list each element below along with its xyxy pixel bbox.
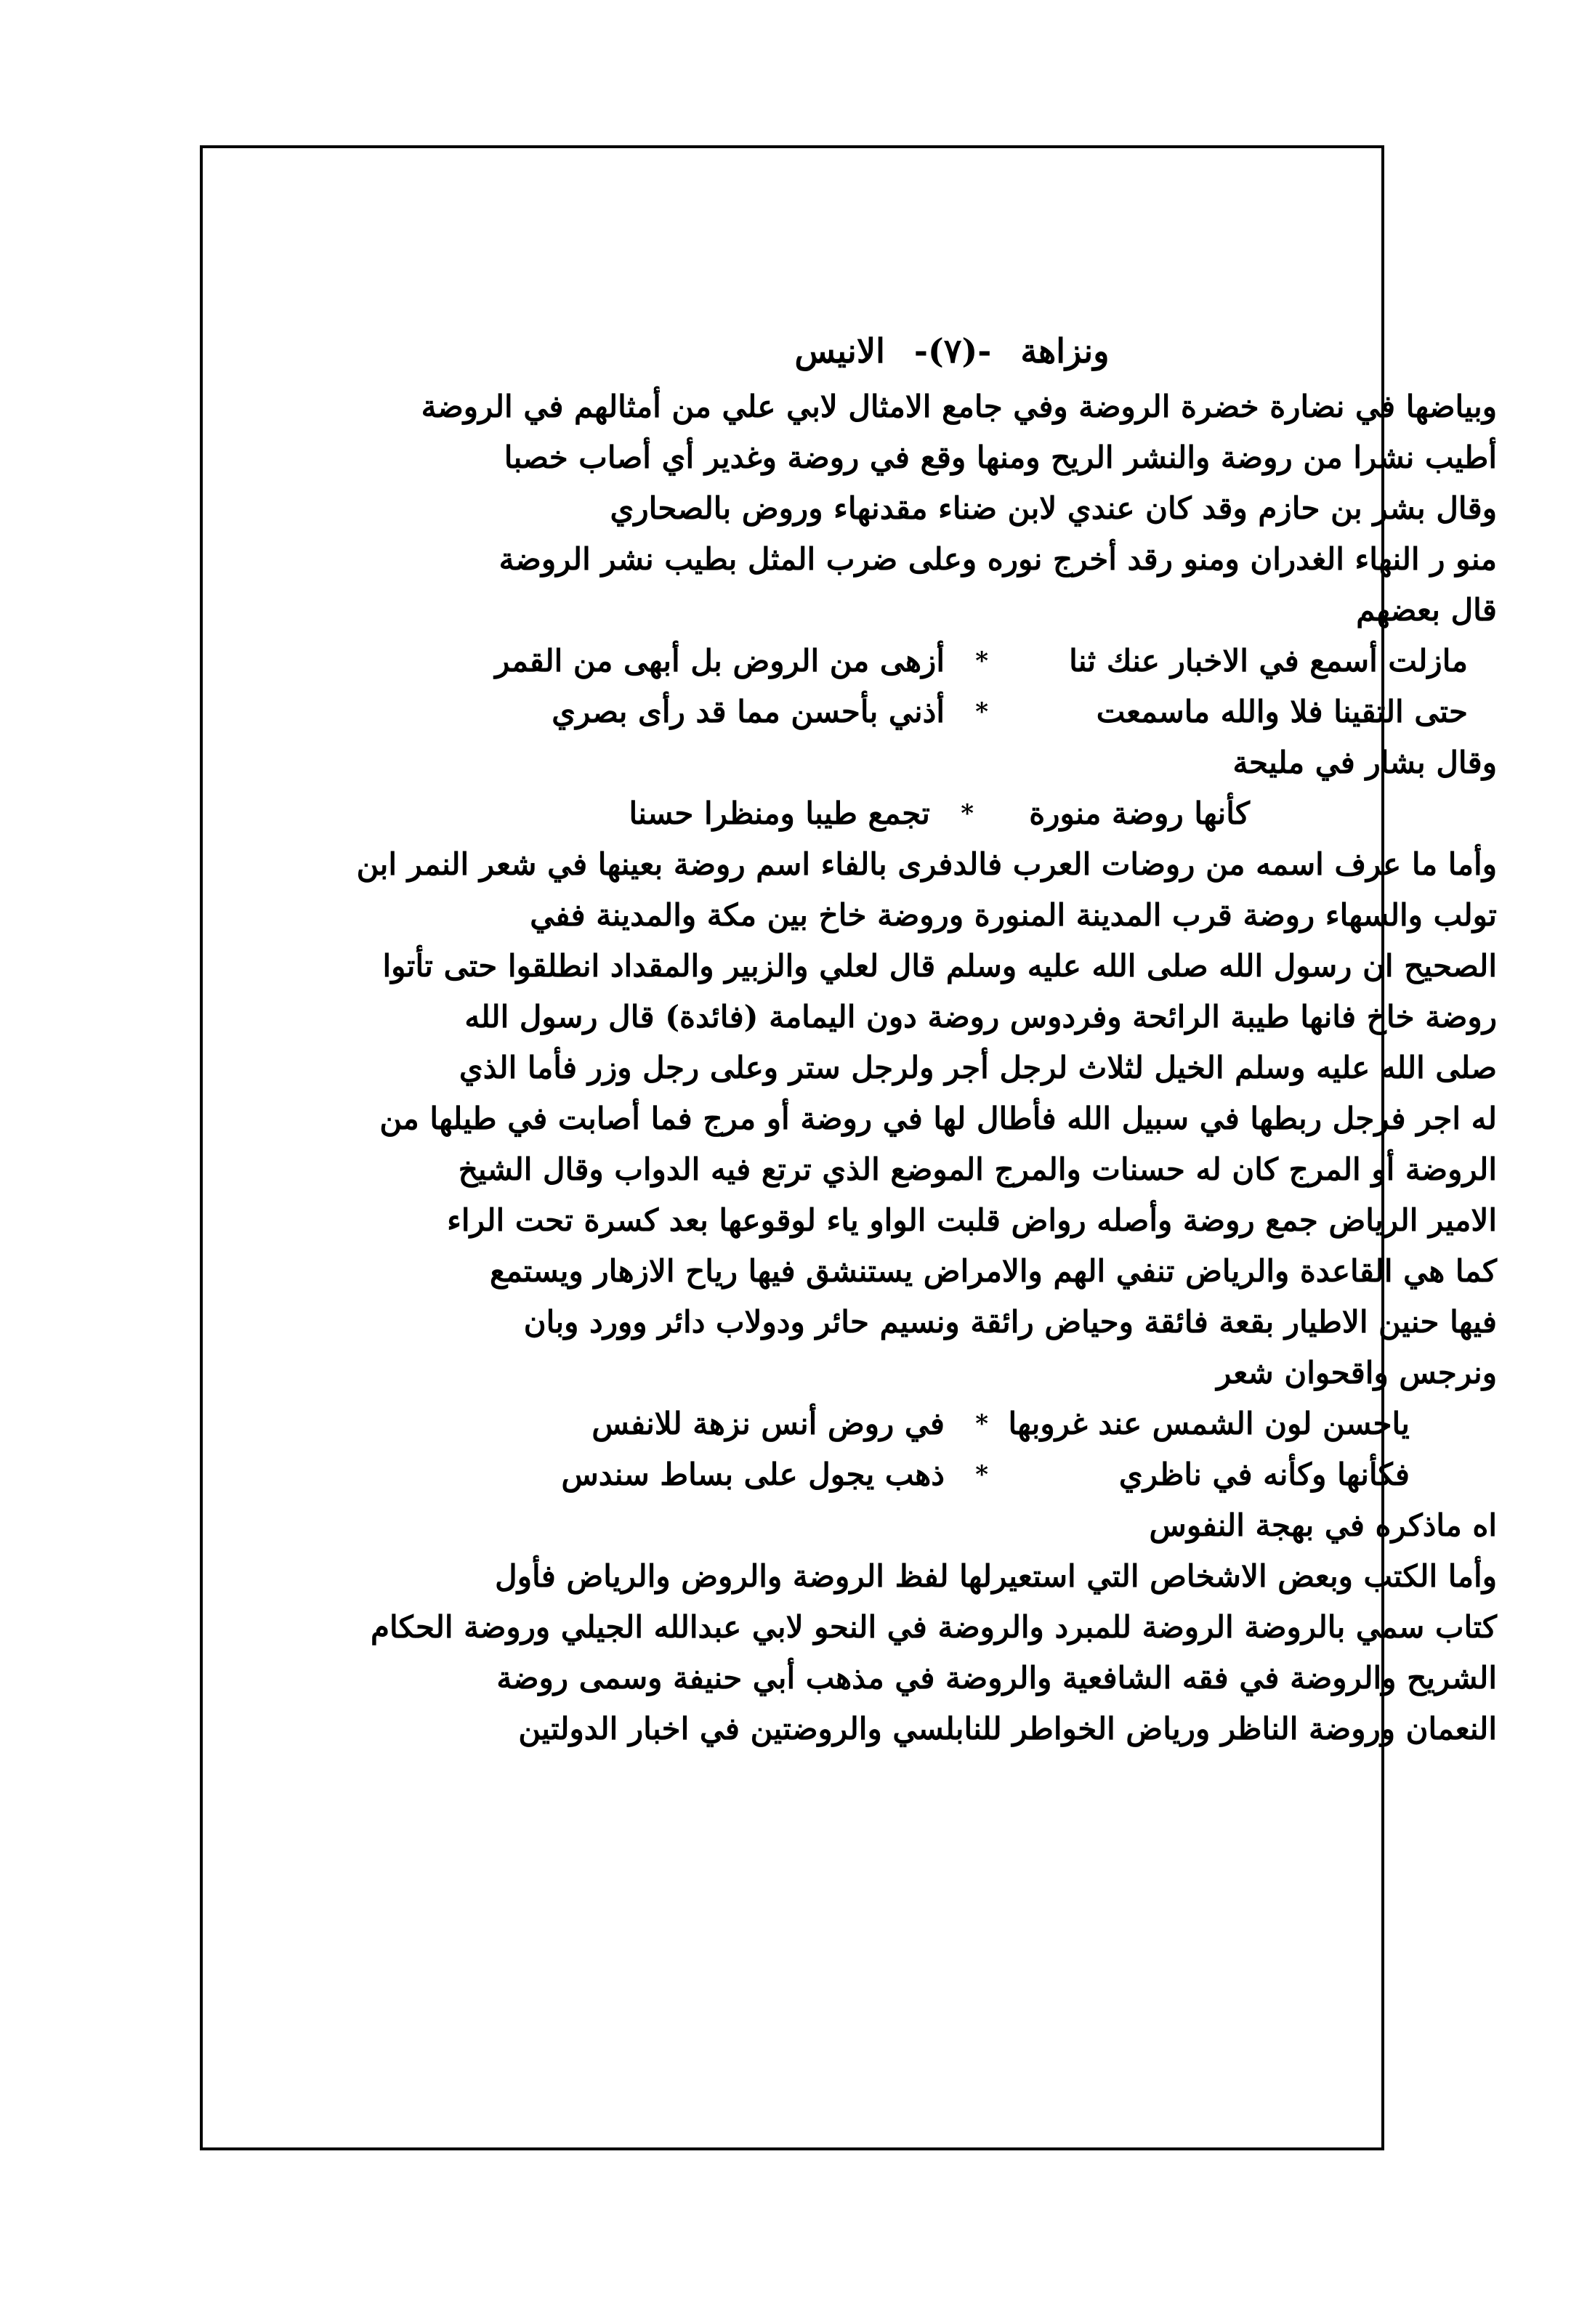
text-line: أطيب نشرا من روضة والنشر الريح ومنها وقع في روضة وغدير أي أصاب خصبا xyxy=(504,440,1497,475)
verse-hemistich: ياحسن لون الشمس عند غروبها xyxy=(1008,1406,1410,1441)
text-line: النعمان وروضة الناظر ورياض الخواطر للنابلسي والروضتين في اخبار الدولتين xyxy=(518,1711,1497,1746)
verse-hemistich: حتى التقينا فلا والله ماسمعت xyxy=(1096,694,1468,729)
text-line: وأما الكتب وبعض الاشخاص التي استعيرلها لفظ الروضة والروض والرياض فأول xyxy=(495,1558,1497,1594)
text-line: كتاب سمي بالروضة الروضة للمبرد والروضة في النحو لابي عبدالله الجيلي وروضة الحكام xyxy=(370,1609,1497,1645)
text-line: الامير الرياض جمع روضة وأصله رواض قلبت الواو ياء لوقوعها بعد كسرة تحت الراء xyxy=(447,1202,1497,1238)
page-number: -(٧)- xyxy=(913,331,992,371)
text-line: له اجر فرجل ربطها في سبيل الله فأطال لها في روضة أو مرج فما أصابت في طيلها من xyxy=(379,1101,1497,1136)
verse-hemistich: ذهب يجول على بساط سندس xyxy=(561,1457,945,1492)
header-title-left: الانيس xyxy=(794,331,885,371)
header-title-right: ونزاهة xyxy=(1020,331,1110,371)
text-line: قال بعضهم xyxy=(1356,592,1497,628)
text-line: وأما ما عرف اسمه من روضات العرب فالدفرى بالفاء اسم روضة بعينها في شعر النمر ابن xyxy=(356,846,1497,882)
text-line: الشريح والروضة في فقه الشافعية والروضة في مذهب أبي حنيفة وسمى روضة xyxy=(496,1660,1497,1696)
verse-separator: * xyxy=(961,799,974,828)
verse-hemistich: أذني بأحسن مما قد رأى بصري xyxy=(552,694,945,729)
text-line: اه ماذكره في بهجة النفوس xyxy=(1149,1507,1497,1543)
text-line: وقال بشر بن حازم وقد كان عندي لابن ضناء مقدنهاء وروض بالصحاري xyxy=(610,490,1497,526)
text-line: وقال بشار في مليحة xyxy=(1232,745,1497,780)
text-line: روضة خاخ فانها طيبة الرائحة وفردوس روضة دون اليمامة (فائدة) قال رسول الله xyxy=(464,999,1497,1035)
verse-hemistich: مازلت أسمع في الاخبار عنك ثنا xyxy=(1069,643,1468,679)
text-line: ونرجس واقحوان شعر xyxy=(1216,1355,1497,1390)
verse-separator: * xyxy=(975,1460,988,1489)
verse-hemistich: تجمع طيبا ومنظرا حسنا xyxy=(629,795,930,831)
text-line: كما هي القاعدة والرياض تنفي الهم والامراض يستنشق فيها رياح الازهار ويستمع xyxy=(490,1253,1497,1289)
verse-hemistich: أزهى من الروض بل أبهى من القمر xyxy=(495,643,945,679)
verse-separator: * xyxy=(975,647,988,676)
verse-hemistich: كأنها روضة منورة xyxy=(1029,795,1250,831)
page-header xyxy=(407,331,1497,371)
text-line: الصحيح ان رسول الله صلى الله عليه وسلم قال لعلي والزبير والمقداد انطلقوا حتى تأتوا xyxy=(382,948,1497,984)
text-line: صلى الله عليه وسلم الخيل لثلاث لرجل أجر ولرجل ستر وعلى رجل وزر فأما الذي xyxy=(459,1050,1497,1085)
verse-hemistich: في روض أنس نزهة للانفس xyxy=(591,1406,945,1441)
text-line: الروضة أو المرج كان له حسنات والمرج الموضع الذي ترتع فيه الدواب وقال الشيخ xyxy=(458,1151,1497,1187)
verse-separator: * xyxy=(975,1409,988,1438)
text-line: تولب والسهاء روضة قرب المدينة المنورة وروضة خاخ بين مكة والمدينة ففي xyxy=(530,897,1497,933)
text-line: فيها حنين الاطيار بقعة فائقة وحياض رائقة ونسيم حائر ودولاب دائر وورد وبان xyxy=(523,1304,1497,1340)
verse-separator: * xyxy=(975,697,988,726)
text-line: وبياضها في نضارة خضرة الروضة وفي جامع الامثال لابي علي من أمثالهم في الروضة xyxy=(421,389,1497,424)
text-line: منو ر النهاء الغدران ومنو رقد أخرج نوره وعلى ضرب المثل بطيب نشر الروضة xyxy=(498,541,1497,577)
verse-hemistich: فكأنها وكأنه في ناظري xyxy=(1118,1457,1410,1492)
